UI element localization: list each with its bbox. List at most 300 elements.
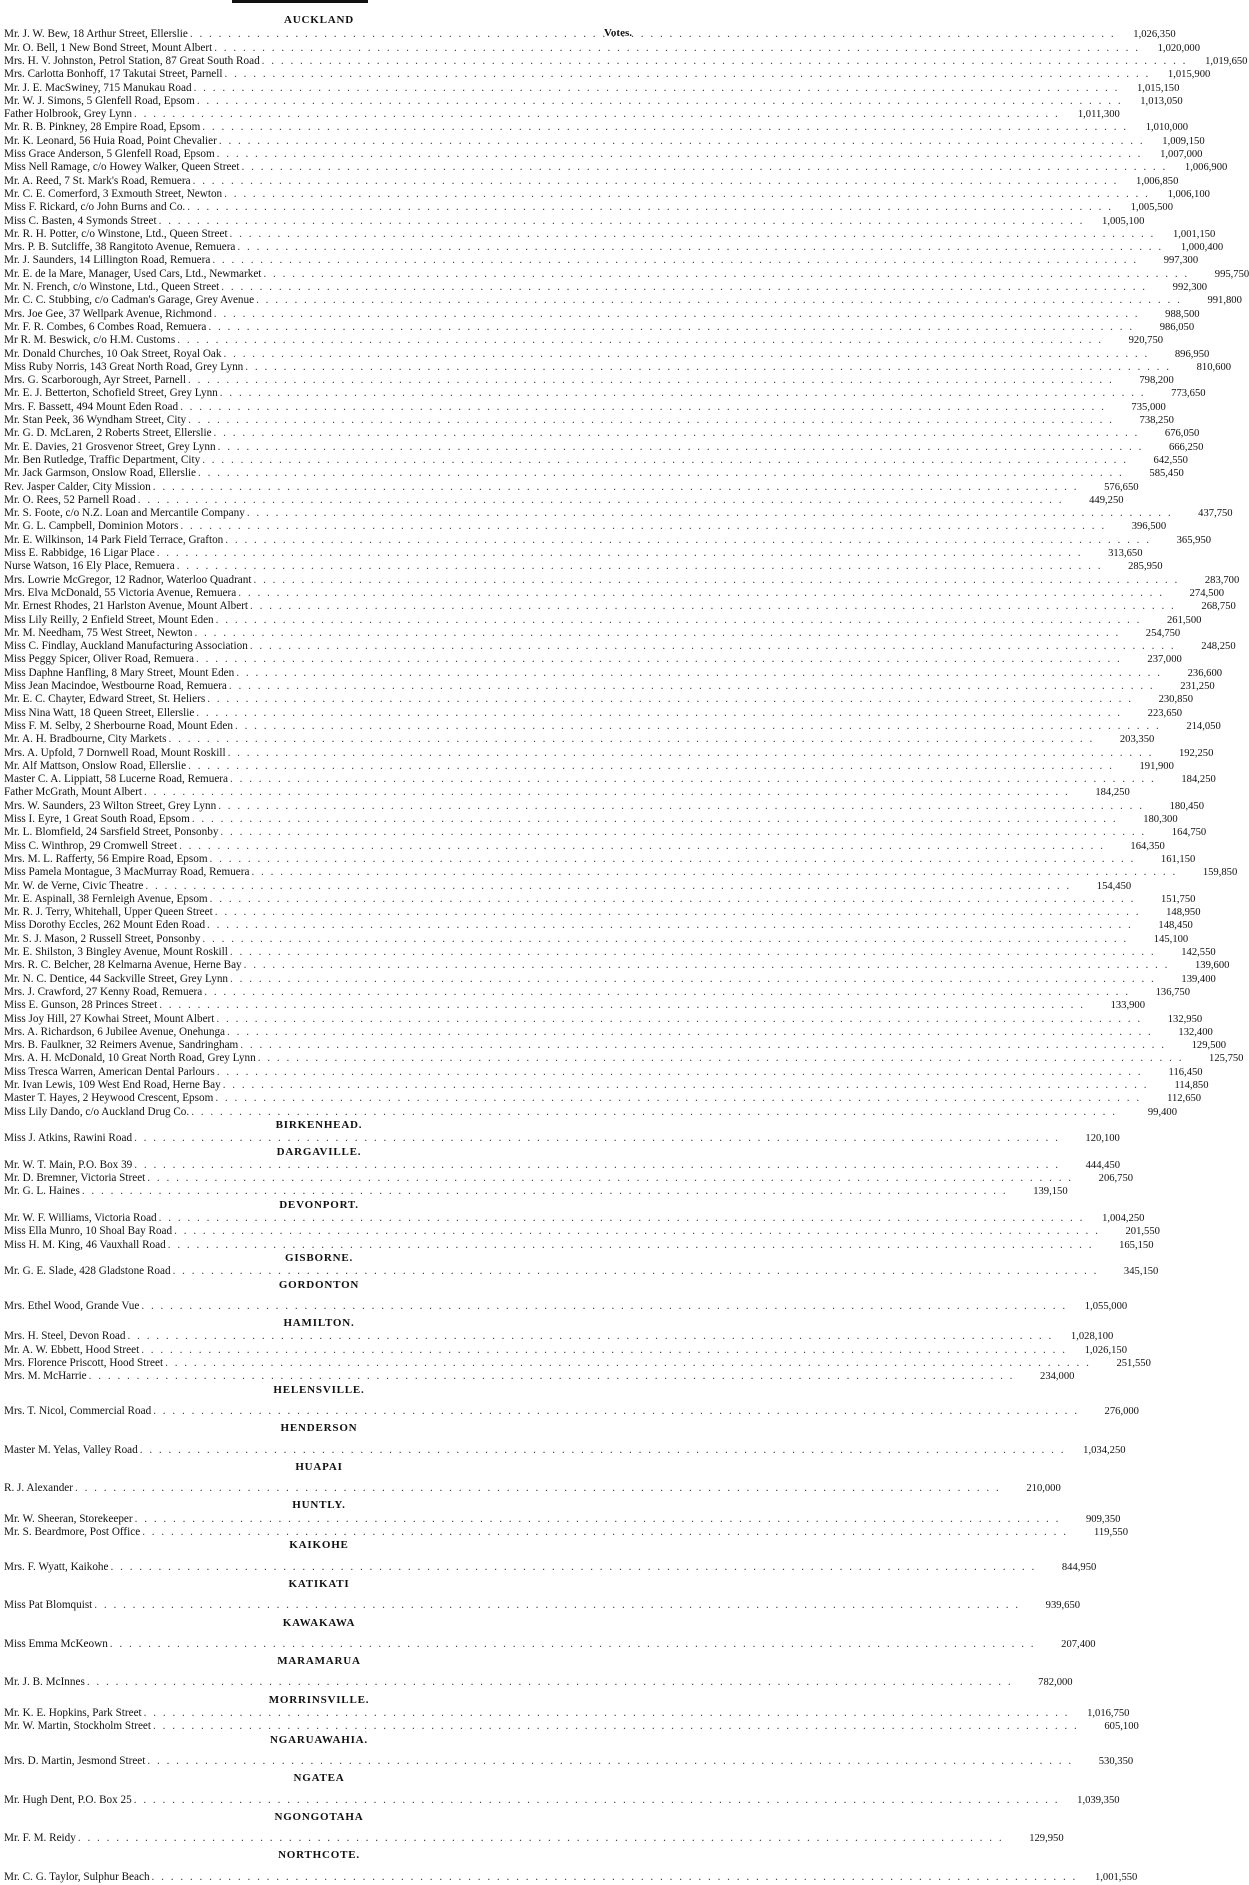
entrant-name: Mr. Alf Mattson, Onslow Road, Ellerslie	[4, 759, 187, 772]
entry-row	[4, 1637, 1096, 1652]
entry-row	[4, 453, 1188, 468]
entrant-name: Mr. W. Sheeran, Storekeeper	[4, 1512, 133, 1525]
entrant-name: Mr. C. E. Comerford, 3 Exmouth Street, Newton	[4, 187, 223, 200]
region-heading: NGONGOTAHA	[274, 1810, 364, 1823]
leader-dots	[218, 387, 1148, 400]
entrant-name: Mrs. M. McHarrie	[4, 1370, 87, 1383]
leader-dots	[216, 441, 1146, 454]
leader-dots	[228, 773, 1158, 786]
entry-row	[4, 54, 1248, 69]
vote-count: 119,550	[1093, 1527, 1128, 1538]
leader-dots	[233, 720, 1163, 733]
vote-count: 530,350	[1098, 1755, 1134, 1767]
leader-dots	[175, 560, 1105, 573]
leader-dots	[196, 467, 1126, 480]
region-heading: MORRINSVILLE.	[268, 1693, 370, 1706]
leader-dots	[200, 454, 1130, 467]
vote-count: 1,016,750	[1087, 1708, 1130, 1719]
leader-dots	[150, 1871, 1080, 1884]
entrant-name: Mr R. M. Beswick, c/o H.M. Customs	[4, 334, 176, 347]
vote-count: 192,250	[1178, 747, 1214, 759]
entrant-name: Mr. N. C. Dentice, 44 Sackville Street, Grey Lynn	[4, 972, 229, 985]
leader-dots	[242, 959, 1172, 972]
vote-count: 365,950	[1176, 534, 1212, 546]
leader-dots	[228, 973, 1158, 986]
entrant-name: Mrs. J. Crawford, 27 Kenny Road, Remuera	[4, 985, 203, 998]
entry-row	[4, 1370, 1075, 1384]
leader-dots	[87, 1370, 1017, 1383]
entry-row	[4, 467, 1184, 481]
region-heading: HELENSVILLE.	[273, 1383, 365, 1396]
entry-row	[4, 1065, 1203, 1080]
vote-count: 214,050	[1186, 720, 1221, 732]
vote-count: 992,300	[1172, 282, 1208, 293]
entrant-name: Miss F. Rickard, c/o John Burns and Co.	[4, 201, 186, 214]
vote-count: 236,600	[1187, 667, 1223, 679]
vote-count: 164,350	[1130, 840, 1165, 852]
entry-row	[4, 533, 1212, 548]
entry-row	[4, 1225, 1160, 1239]
entrant-name: Mrs. Lowrie McGregor, 12 Radnor, Waterloo Quadrant	[4, 573, 252, 586]
leader-dots	[248, 640, 1178, 653]
leader-dots	[216, 800, 1146, 813]
vote-count: 1,015,900	[1167, 69, 1211, 81]
leader-dots	[140, 1526, 1070, 1539]
entrant-name: Miss C. Findlay, Auckland Manufacturing Association	[4, 640, 248, 653]
entrant-name: Mr. Stan Peek, 36 Wyndham Street, City	[4, 414, 187, 426]
leader-dots	[126, 1330, 1056, 1343]
leader-dots	[238, 1039, 1168, 1052]
votes-column-heading: Votes.	[603, 27, 632, 39]
region-heading: KATIKATI	[288, 1577, 350, 1590]
entry-row	[4, 68, 1211, 82]
entrant-name: Mrs. A. Richardson, 6 Jubilee Avenue, Onehunga	[4, 1025, 226, 1038]
entrant-name: Mr. S. Beardmore, Post Office	[4, 1526, 141, 1538]
leader-dots	[208, 853, 1138, 866]
entrant-name: Mr. K. Leonard, 56 Huia Road, Point Chevalier	[4, 134, 217, 147]
leader-dots	[200, 121, 1130, 134]
entry-row	[4, 1012, 1203, 1027]
entry-row	[4, 1052, 1244, 1066]
entrant-name: Miss Nell Ramage, c/o Howey Walker, Queen Street	[4, 161, 240, 174]
entrant-name: Mr. E. Aspinall, 38 Fernleigh Avenue, Epsom	[4, 892, 208, 905]
region-heading: NGATEA	[293, 1772, 345, 1785]
entry-row	[4, 786, 1130, 800]
entrant-name: Mr. J. Saunders, 14 Lillington Road, Remuera	[4, 254, 211, 267]
entrant-name: Miss Nina Watt, 18 Queen Street, Ellerslie	[4, 706, 195, 719]
entrant-name: Mr. G. D. McLaren, 2 Roberts Street, Ellerslie	[4, 427, 212, 440]
leader-dots	[192, 627, 1122, 640]
entrant-name: Nurse Watson, 16 Ely Place, Remuera	[4, 560, 175, 573]
entrant-name: Mr. E. Shilston, 3 Bingley Avenue, Mount Roskill	[4, 946, 228, 958]
leader-dots	[155, 547, 1085, 560]
entrant-name: Mr. F. M. Reidy	[4, 1832, 76, 1845]
leader-dots	[226, 747, 1156, 760]
entrant-name: Miss E. Rabbidge, 16 Ligar Place	[4, 547, 155, 559]
entry-row	[4, 440, 1204, 455]
vote-count: 735,000	[1131, 401, 1166, 413]
entry-row	[4, 1343, 1127, 1358]
leader-dots	[200, 933, 1130, 946]
region-heading: HAMILTON.	[283, 1317, 355, 1330]
entrant-name: Mrs. P. B. Sutcliffe, 38 Rangitoto Avenue, Remuera	[4, 241, 236, 254]
leader-dots	[245, 507, 1175, 520]
leader-dots	[76, 1832, 1006, 1845]
entrant-name: Mr. R. B. Pinkney, 28 Empire Road, Epsom	[4, 121, 201, 134]
entry-row	[4, 1132, 1120, 1146]
entry-row	[4, 932, 1189, 947]
entry-row	[4, 1793, 1120, 1808]
entrant-name: Mrs. H. Steel, Devon Road	[4, 1330, 126, 1343]
entry-row	[4, 121, 1189, 135]
leader-dots	[145, 1755, 1075, 1768]
entrant-name: Mr. D. Bremner, Victoria Street	[4, 1172, 146, 1185]
leader-dots	[223, 534, 1153, 547]
leader-dots	[136, 494, 1066, 507]
entry-row	[4, 693, 1193, 707]
entrant-name: Mr. E. C. Chayter, Edward Street, St. Heliers	[4, 693, 206, 706]
entrant-name: Mr. Ernest Rhodes, 21 Harlston Avenue, Mount Albert	[4, 600, 249, 613]
entry-row	[4, 241, 1224, 255]
vote-count: 165,150	[1119, 1239, 1154, 1251]
entrant-name: Mr. W. Martin, Stockholm Street	[4, 1720, 151, 1733]
entry-row	[4, 959, 1230, 973]
vote-count: 268,750	[1201, 601, 1236, 613]
vote-count: 995,750	[1214, 268, 1249, 280]
vote-count: 159,850	[1202, 867, 1238, 879]
entry-row	[4, 719, 1221, 734]
leader-dots	[139, 1300, 1069, 1313]
entry-row	[4, 1512, 1121, 1527]
entry-row	[4, 28, 1176, 42]
entrant-name: Mr. O. Rees, 52 Parnell Road	[4, 493, 136, 506]
vote-count: 1,019,650	[1205, 55, 1248, 67]
leader-dots	[178, 401, 1108, 414]
entrant-name: Mrs. F. Wyatt, Kaikohe	[4, 1560, 109, 1573]
entry-row	[4, 1526, 1128, 1540]
entry-row	[4, 839, 1165, 854]
entrant-name: Mrs. W. Saunders, 23 Wilton Street, Grey Lynn	[4, 799, 217, 812]
entry-row	[4, 307, 1200, 322]
entry-row	[4, 134, 1205, 149]
leader-dots	[205, 693, 1135, 706]
leader-dots	[191, 175, 1121, 188]
leader-dots	[215, 1066, 1145, 1079]
vote-count: 99,400	[1147, 1106, 1177, 1118]
vote-count: 1,000,400	[1180, 242, 1224, 254]
vote-count: 896,950	[1174, 348, 1210, 360]
vote-count: 142,550	[1181, 947, 1216, 958]
vote-count: 248,250	[1201, 641, 1236, 653]
vote-count: 148,450	[1158, 920, 1193, 932]
entrant-name: Mr. E. J. Betterton, Schofield Street, Grey Lynn	[4, 387, 218, 400]
vote-count: 254,750	[1145, 627, 1181, 639]
entrant-name: Mr. W. F. Williams, Victoria Road	[4, 1212, 157, 1224]
leader-dots	[202, 986, 1132, 999]
entrant-name: Mrs. Elva McDonald, 55 Victoria Avenue, Remuera	[4, 586, 237, 599]
vote-count: 585,450	[1149, 468, 1184, 480]
vote-count: 132,400	[1178, 1026, 1213, 1038]
entry-row	[4, 493, 1124, 508]
leader-dots	[151, 1720, 1081, 1733]
entrant-name: Miss Peggy Spicer, Oliver Road, Remuera	[4, 653, 195, 666]
entry-row	[4, 1676, 1073, 1690]
leader-dots	[175, 334, 1105, 347]
leader-dots	[186, 760, 1116, 773]
entrant-name: Miss E. Gunson, 28 Princes Street	[4, 999, 158, 1012]
leader-dots	[219, 281, 1149, 294]
leader-dots	[213, 906, 1143, 919]
entrant-name: Mrs. G. Scarborough, Ayr Street, Parnell	[4, 374, 186, 387]
entrant-name: Mrs. A. Upfold, 7 Dornwell Road, Mount Roskill	[4, 746, 226, 759]
vote-count: 1,015,150	[1137, 82, 1180, 94]
entrant-name: Miss H. M. King, 46 Vauxhall Road	[4, 1238, 166, 1251]
leader-dots	[163, 1357, 1093, 1370]
entrant-name: Mr. A. H. Bradbourne, City Markets	[4, 733, 167, 746]
leader-dots	[192, 82, 1122, 95]
entry-row	[4, 320, 1195, 335]
region-heading: GORDONTON	[278, 1278, 360, 1291]
leader-dots	[212, 308, 1142, 321]
entry-row	[4, 600, 1236, 614]
entry-row	[4, 1707, 1130, 1721]
entrant-name: Mrs. T. Nicol, Commercial Road	[4, 1404, 152, 1417]
entry-row	[4, 1185, 1068, 1199]
entry-row	[4, 1482, 1061, 1496]
entry-row	[4, 1357, 1151, 1371]
entrant-name: Mr. G. L. Campbell, Dominion Motors	[4, 520, 179, 533]
region-heading: BIRKENHEAD.	[275, 1118, 363, 1131]
leader-dots	[240, 161, 1170, 174]
entry-row	[4, 254, 1199, 268]
vote-count: 1,001,550	[1094, 1871, 1138, 1883]
vote-count: 997,300	[1163, 255, 1199, 267]
vote-count: 920,750	[1128, 335, 1164, 347]
entrant-name: Mr. R. H. Potter, c/o Winstone, Ltd., Queen Street	[4, 227, 228, 240]
vote-count: 223,650	[1147, 707, 1183, 719]
region-heading: HUAPAI	[295, 1460, 343, 1473]
entry-row	[4, 201, 1174, 215]
leader-dots	[186, 414, 1116, 427]
leader-dots	[210, 254, 1140, 267]
leader-dots	[166, 1239, 1096, 1252]
entrant-name: Mr. W. T. Main, P.O. Box 39	[4, 1158, 133, 1171]
vote-count: 1,007,000	[1160, 149, 1203, 160]
vote-count: 116,450	[1168, 1066, 1203, 1078]
leader-dots	[212, 42, 1142, 55]
entry-row	[4, 746, 1214, 761]
entrant-name: Master M. Yelas, Valley Road	[4, 1443, 138, 1456]
entry-row	[4, 294, 1242, 308]
entrant-name: Mr. M. Needham, 75 West Street, Newton	[4, 626, 193, 639]
entrant-name: Mr. Jack Garmson, Onslow Road, Ellerslie	[4, 467, 197, 480]
leader-dots	[208, 893, 1138, 906]
entrant-name: Father McGrath, Mount Albert	[4, 786, 142, 799]
entrant-name: Mr. Ivan Lewis, 109 West End Road, Herne Bay	[4, 1079, 221, 1091]
leader-dots	[254, 294, 1184, 307]
entry-row	[4, 666, 1223, 681]
entry-row	[4, 773, 1216, 787]
entrant-name: Mr. J. W. Bew, 18 Arthur Street, Ellerslie	[4, 28, 188, 41]
vote-count: 125,750	[1209, 1053, 1244, 1065]
entrant-name: Mr. Ben Rutledge, Traffic Department, City	[4, 453, 201, 466]
leader-dots	[185, 201, 1115, 214]
region-heading: NGARUAWAHIA.	[270, 1733, 368, 1746]
leader-dots	[214, 1013, 1144, 1026]
entrant-name: Mr. F. R. Combes, 6 Combes Road, Remuera	[4, 320, 207, 333]
entrant-name: Mr. A. W. Ebbett, Hood Street	[4, 1343, 140, 1356]
leader-dots	[194, 653, 1124, 666]
vote-count: 210,000	[1026, 1483, 1061, 1495]
entrant-name: Miss Joy Hill, 27 Kowhai Street, Mount Albert	[4, 1012, 215, 1025]
vote-count: 203,350	[1119, 734, 1155, 746]
entrant-name: Mr. A. Reed, 7 St. Mark's Road, Remuera	[4, 174, 191, 187]
leader-dots	[248, 600, 1178, 613]
leader-dots	[194, 707, 1124, 720]
vote-count: 120,100	[1085, 1133, 1120, 1145]
entrant-name: Mr. L. Blomfield, 24 Sarsfield Street, Ponsonby	[4, 826, 219, 839]
entry-row	[4, 586, 1225, 601]
entry-row	[4, 507, 1233, 521]
leader-dots	[221, 1079, 1151, 1092]
leader-dots	[157, 215, 1087, 228]
vote-count: 1,010,000	[1145, 122, 1189, 134]
entry-row	[4, 733, 1155, 747]
vote-count: 666,250	[1168, 441, 1204, 453]
vote-count: 207,400	[1061, 1638, 1096, 1650]
entry-row	[4, 227, 1216, 242]
leader-dots	[133, 1513, 1063, 1526]
leader-dots	[138, 1444, 1068, 1457]
vote-count: 991,800	[1207, 295, 1242, 307]
entrant-name: Miss Lily Dando, c/o Auckland Drug Co.	[4, 1105, 190, 1118]
entry-row	[4, 148, 1203, 162]
entry-row	[4, 813, 1178, 827]
entry-row	[4, 706, 1183, 721]
leader-dots	[256, 1052, 1186, 1065]
leader-dots	[249, 866, 1179, 879]
entrant-name: Mr. C. C. Stubbing, c/o Cadman's Garage, Grey Avenue	[4, 294, 255, 307]
region-heading: HENDERSON	[280, 1422, 358, 1435]
vote-count: 161,150	[1160, 853, 1196, 865]
entry-row	[4, 1330, 1114, 1344]
entrant-name: Miss Tresca Warren, American Dental Parlours	[4, 1065, 215, 1078]
entrant-name: Miss Lily Reilly, 2 Enfield Street, Mount Eden	[4, 613, 214, 626]
vote-count: 1,055,000	[1084, 1300, 1128, 1312]
entry-row	[4, 1443, 1126, 1458]
entrant-name: Mrs. M. L. Rafferty, 56 Empire Road, Epsom	[4, 852, 208, 865]
vote-count: 1,013,050	[1140, 95, 1183, 107]
entry-row	[4, 108, 1120, 122]
entrant-name: Miss Emma McKeown	[4, 1637, 108, 1650]
region-heading: DEVONPORT.	[279, 1198, 359, 1211]
vote-count: 1,001,150	[1172, 228, 1216, 240]
entry-row	[4, 374, 1174, 388]
leader-dots	[228, 946, 1158, 959]
entrant-name: R. J. Alexander	[4, 1482, 73, 1495]
leader-dots	[243, 361, 1173, 374]
vote-count: 201,550	[1125, 1226, 1160, 1238]
entrant-name: Mr. Donald Churches, 10 Oak Street, Royal Oak	[4, 347, 222, 360]
entry-row	[4, 680, 1215, 694]
entrant-name: Mrs. H. V. Johnston, Petrol Station, 87 Great South Road	[4, 54, 260, 67]
entry-row	[4, 1172, 1134, 1186]
vote-count: 1,034,250	[1083, 1444, 1126, 1456]
entrant-name: Mr. E. Wilkinson, 14 Park Field Terrace, Grafton	[4, 533, 224, 546]
leader-dots	[171, 1265, 1101, 1278]
entry-row	[4, 1832, 1064, 1846]
entry-row	[4, 1039, 1227, 1053]
vote-count: 1,006,850	[1136, 175, 1179, 187]
leader-dots	[85, 1676, 1015, 1689]
leader-dots	[227, 680, 1157, 693]
entrant-name: Father Holbrook, Grey Lynn	[4, 108, 133, 121]
entry-row	[4, 94, 1183, 109]
entrant-name: Miss Jean Macindoe, Westbourne Road, Remuera	[4, 680, 227, 692]
vote-count: 148,950	[1166, 907, 1201, 919]
entrant-name: Miss Daphne Hanfling, 8 Mary Street, Mount Eden	[4, 666, 235, 679]
vote-count: 449,250	[1089, 494, 1124, 506]
entrant-name: Mr. S. Foote, c/o N.Z. Loan and Mercantile Company	[4, 507, 245, 520]
entrant-name: Mr. J. B. McInnes	[4, 1676, 85, 1689]
entry-row	[4, 414, 1174, 428]
entry-row	[4, 626, 1181, 641]
leader-dots	[234, 667, 1164, 680]
vote-count: 738,250	[1139, 415, 1174, 426]
entrant-name: Miss C. Winthrop, 29 Cromwell Street	[4, 839, 178, 852]
vote-count: 396,500	[1131, 521, 1167, 533]
entrant-name: Mr. O. Bell, 1 New Bond Street, Mount Albert	[4, 41, 213, 54]
entry-row	[4, 879, 1132, 894]
entry-row	[4, 1105, 1177, 1120]
leader-dots	[142, 786, 1072, 799]
leader-dots	[222, 68, 1152, 81]
leader-dots	[109, 1561, 1039, 1574]
entrant-name: Miss F. M. Selby, 2 Sherbourne Road, Mount Eden	[4, 719, 233, 732]
entry-row	[4, 520, 1167, 534]
entry-row	[4, 1299, 1128, 1314]
entry-row	[4, 906, 1201, 920]
vote-count: 180,450	[1169, 800, 1204, 812]
entry-row	[4, 866, 1238, 880]
entry-row	[4, 281, 1208, 295]
vote-count: 1,028,100	[1070, 1331, 1114, 1343]
entrant-name: Miss Grace Anderson, 5 Glenfell Road, Epsom	[4, 148, 215, 160]
leader-dots	[139, 1344, 1069, 1357]
entrant-name: Mr. G. E. Slade, 428 Gladstone Road	[4, 1265, 171, 1278]
entrant-name: Master C. A. Lippiatt, 58 Lucerne Road, Remuera	[4, 773, 229, 786]
leader-dots	[190, 813, 1120, 826]
vote-count: 1,005,500	[1130, 202, 1174, 214]
vote-count: 605,100	[1104, 1721, 1139, 1733]
vote-count: 139,150	[1033, 1186, 1068, 1198]
leader-dots	[143, 880, 1073, 893]
vote-count: 129,950	[1029, 1833, 1064, 1845]
vote-count: 251,550	[1116, 1358, 1151, 1369]
leader-dots	[80, 1185, 1010, 1198]
vote-count: 139,600	[1195, 960, 1230, 972]
vote-count: 810,600	[1196, 361, 1232, 373]
vote-count: 782,000	[1038, 1677, 1073, 1689]
entry-row	[4, 41, 1200, 56]
entrant-name: Miss J. Atkins, Rawini Road	[4, 1132, 133, 1145]
leader-dots	[157, 999, 1087, 1012]
leader-dots	[188, 28, 1118, 41]
region-heading: KAWAKAWA	[282, 1616, 356, 1629]
vote-count: 133,900	[1110, 1000, 1145, 1012]
entry-row	[4, 81, 1180, 96]
entrant-name: Mr. S. J. Mason, 2 Russell Street, Ponsonby	[4, 932, 201, 945]
